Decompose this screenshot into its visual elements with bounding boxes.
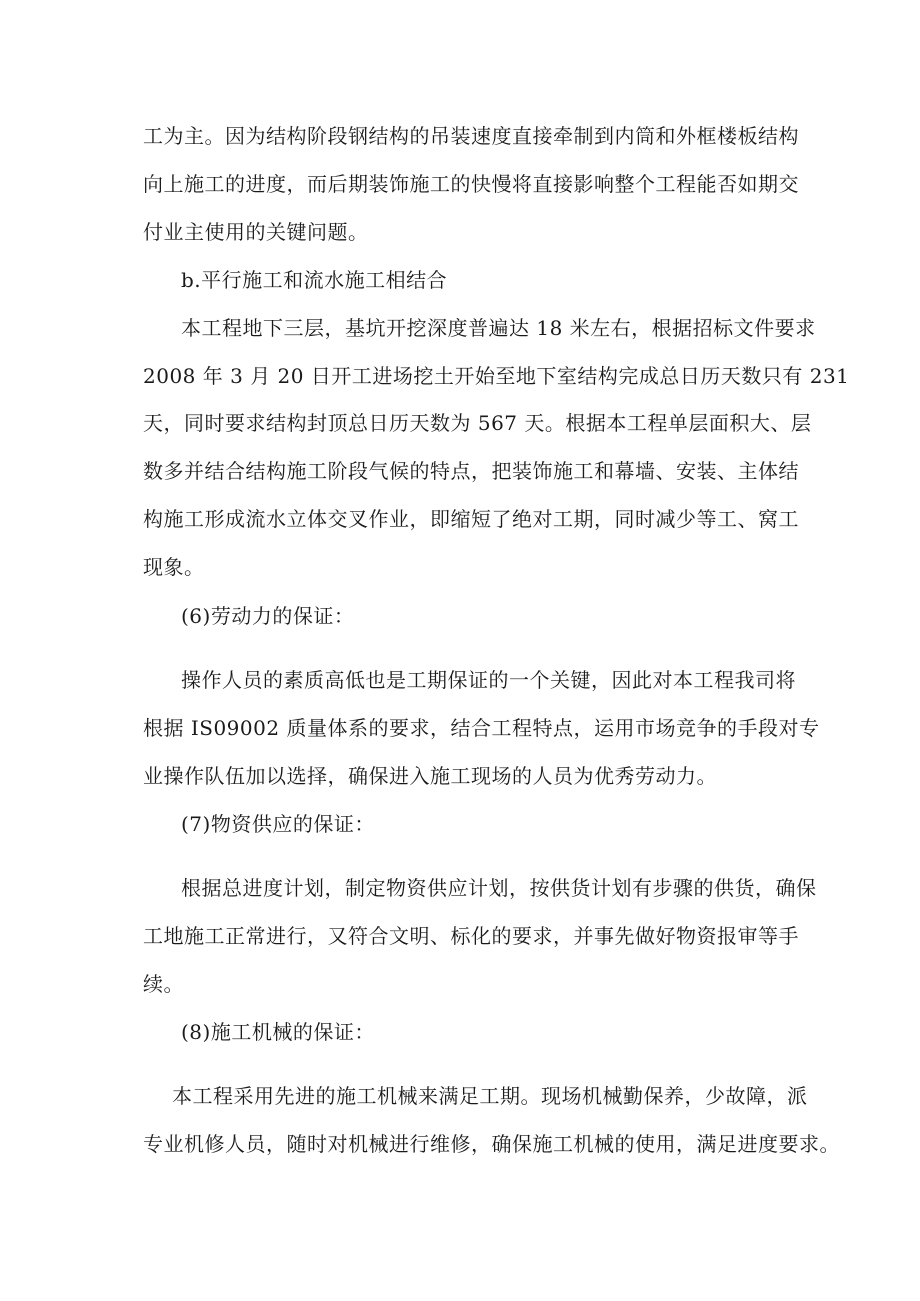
text-line: 天，同时要求结构封顶总日历天数为 567 天。根据本工程单层面积大、层 bbox=[143, 411, 812, 435]
text-line: 业操作队伍加以选择，确保进入施工现场的人员为优秀劳动力。 bbox=[143, 764, 717, 788]
text-line: 工为主。因为结构阶段钢结构的吊装速度直接牵制到内筒和外框楼板结构 bbox=[143, 124, 799, 148]
section-heading: (6)劳动力的保证： bbox=[181, 604, 355, 628]
text-line: 专业机修人员，随时对机械进行维修，确保施工机械的使用，满足进度要求。 bbox=[143, 1132, 840, 1156]
text-line: 现象。 bbox=[143, 555, 205, 579]
text-line: 根据总进度计划，制定物资供应计划，按供货计划有步骤的供货，确保 bbox=[181, 876, 817, 900]
text-line: 操作人员的素质高低也是工期保证的一个关键，因此对本工程我司将 bbox=[181, 668, 796, 692]
text-line: 本工程采用先进的施工机械来满足工期。现场机械勤保养，少故障，派 bbox=[172, 1084, 808, 1108]
text-line: 工地施工正常进行，又符合文明、标化的要求，并事先做好物资报审等手 bbox=[143, 924, 799, 948]
text-line: 续。 bbox=[143, 972, 184, 996]
text-line: 根据 IS09002 质量体系的要求，结合工程特点，运用市场竞争的手段对专 bbox=[143, 716, 820, 740]
text-line: 数多并结合结构施工阶段气候的特点，把装饰施工和幕墙、安装、主体结 bbox=[143, 459, 799, 483]
text-line: 本工程地下三层，基坑开挖深度普遍达 18 米左右，根据招标文件要求 bbox=[181, 316, 816, 340]
section-heading: b.平行施工和流水施工相结合 bbox=[181, 268, 448, 292]
text-line: 向上施工的进度，而后期装饰施工的快慢将直接影响整个工程能否如期交 bbox=[143, 172, 799, 196]
text-line: 2008 年 3 月 20 日开工进场挖土开始至地下室结构完成总日历天数只有 231 bbox=[143, 364, 850, 388]
text-line: 付业主使用的关键问题。 bbox=[143, 220, 369, 244]
section-heading: (8)施工机械的保证： bbox=[181, 1020, 375, 1044]
section-heading: (7)物资供应的保证： bbox=[181, 812, 375, 836]
text-line: 构施工形成流水立体交叉作业，即缩短了绝对工期，同时减少等工、窝工 bbox=[143, 507, 799, 531]
